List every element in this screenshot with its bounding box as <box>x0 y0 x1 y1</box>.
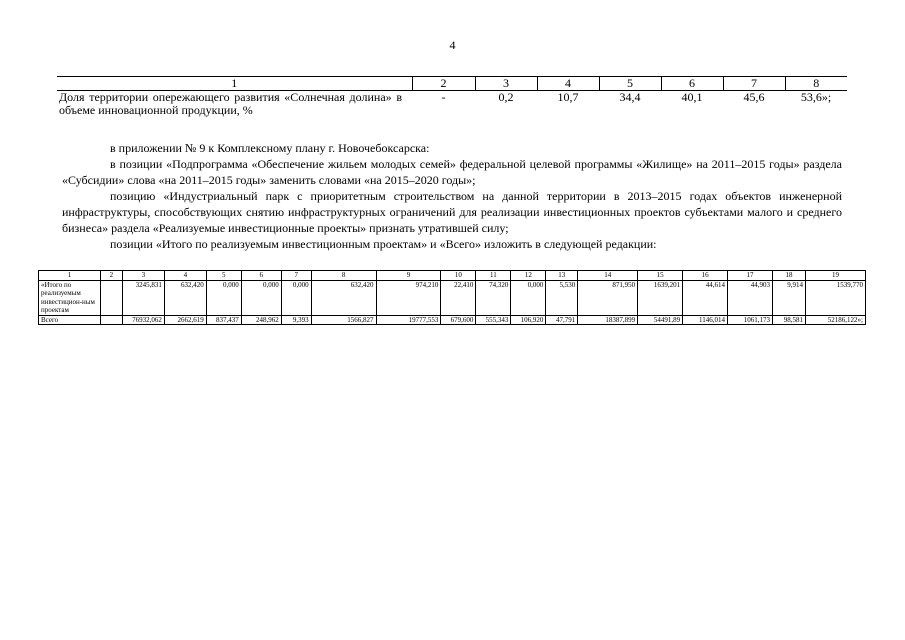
table-header-row <box>57 77 847 91</box>
table-cell: 1566,827 <box>311 315 376 325</box>
table-cell: 76932,062 <box>122 315 164 325</box>
table-cell: 0,000 <box>281 280 311 315</box>
table-cell: 0,000 <box>206 280 241 315</box>
column-header: 8 <box>785 77 847 91</box>
column-header: 5 <box>206 271 241 281</box>
table-cell: 1539,770 <box>805 280 865 315</box>
column-header: 1 <box>39 271 101 281</box>
table-cell: 5,530 <box>546 280 578 315</box>
table-cell: 632,420 <box>164 280 206 315</box>
row-name: «Итого по реализуемым инвестицион-ным проектам <box>39 280 101 315</box>
column-header: 6 <box>661 77 723 91</box>
table-cell: 9,393 <box>281 315 311 325</box>
table-cell: 555,343 <box>476 315 511 325</box>
column-header: 3 <box>122 271 164 281</box>
table-cell: 106,920 <box>511 315 546 325</box>
table-cell: 1639,201 <box>638 280 683 315</box>
table-cell: 0,000 <box>241 280 281 315</box>
table-cell <box>100 280 122 315</box>
table-cell: 44,614 <box>683 280 728 315</box>
column-header: 12 <box>511 271 546 281</box>
paragraph: позиции «Итого по реализуемым инвестиционным проектам» и «Всего» изложить в следующей редакции: <box>110 237 657 251</box>
table-cell: 53,6»; <box>800 90 832 104</box>
column-header: 2 <box>412 77 475 91</box>
table-cell: 74,320 <box>476 280 511 315</box>
column-header: 13 <box>546 271 578 281</box>
table-header-row <box>39 271 866 281</box>
table-row <box>57 91 847 118</box>
column-header: 4 <box>537 77 599 91</box>
column-header: 9 <box>376 271 441 281</box>
table-cell: 52186,122»; <box>805 315 865 325</box>
column-header: 15 <box>638 271 683 281</box>
indicator-table <box>57 76 847 117</box>
table-cell: 45,6 <box>743 90 765 104</box>
row-name: Всего <box>39 315 101 325</box>
table-cell: 2662,619 <box>164 315 206 325</box>
column-header: 8 <box>311 271 376 281</box>
table-cell: 0,2 <box>498 90 514 104</box>
page-number: 4 <box>449 38 456 52</box>
column-header: 4 <box>164 271 206 281</box>
column-header: 1 <box>57 77 412 91</box>
table-cell: 9,914 <box>772 280 805 315</box>
paragraph: в позиции «Подпрограмма «Обеспечение жильем молодых семей» федеральной целевой программы «Жилище» на 2011–2015 годы» раздела «Субсидии» слова «на 2011–2015 годы» заменить словами «на 2015–2020 годы»; <box>62 157 842 187</box>
paragraph: позицию «Индустриальный парк с приоритетным строительством на данной территории в 2013–2015 годах объектов инженерной инфраструктуры, способствующих снятию инфраструктурных ограничений для реализации инвестиционных проектов субъектами малого и среднего бизнеса» раздела «Реализуемые инвестиционные проекты» признать утратившей силу; <box>62 189 842 235</box>
investment-table <box>38 270 866 325</box>
table-cell: 19777,553 <box>376 315 441 325</box>
table-cell: 1146,014 <box>683 315 728 325</box>
table-cell: 0,000 <box>511 280 546 315</box>
column-header: 16 <box>683 271 728 281</box>
table-cell: 248,962 <box>241 315 281 325</box>
column-header: 7 <box>723 77 785 91</box>
table-cell: 871,950 <box>578 280 638 315</box>
paragraph: в приложении № 9 к Комплексному плану г. Новочебоксарска: <box>110 141 430 155</box>
table-cell: 10,7 <box>557 90 579 104</box>
column-header: 6 <box>241 271 281 281</box>
table-cell: 3245,831 <box>122 280 164 315</box>
table-cell: 837,437 <box>206 315 241 325</box>
row-description: Доля территории опережающего развития «Солнечная долина» в объеме инновационной продукции, % <box>59 90 402 117</box>
column-header: 14 <box>578 271 638 281</box>
column-header: 19 <box>805 271 865 281</box>
table-cell: 44,903 <box>728 280 773 315</box>
table-row <box>39 315 866 325</box>
table-cell: 98,581 <box>772 315 805 325</box>
table-cell: 1061,173 <box>728 315 773 325</box>
table-cell: 47,791 <box>546 315 578 325</box>
column-header: 7 <box>281 271 311 281</box>
column-header: 5 <box>599 77 661 91</box>
table-cell: 679,600 <box>441 315 476 325</box>
body-text <box>62 140 842 252</box>
column-header: 3 <box>475 77 537 91</box>
table-cell: 22,410 <box>441 280 476 315</box>
table-cell <box>100 315 122 325</box>
table-cell: 18387,899 <box>578 315 638 325</box>
table-cell: 40,1 <box>681 90 703 104</box>
column-header: 17 <box>728 271 773 281</box>
table-cell: - <box>441 90 446 104</box>
table-cell: 54491,89 <box>638 315 683 325</box>
column-header: 11 <box>476 271 511 281</box>
table-cell: 34,4 <box>619 90 641 104</box>
column-header: 2 <box>100 271 122 281</box>
column-header: 10 <box>441 271 476 281</box>
table-row <box>39 280 866 315</box>
column-header: 18 <box>772 271 805 281</box>
table-cell: 632,420 <box>311 280 376 315</box>
table-cell: 974,210 <box>376 280 441 315</box>
